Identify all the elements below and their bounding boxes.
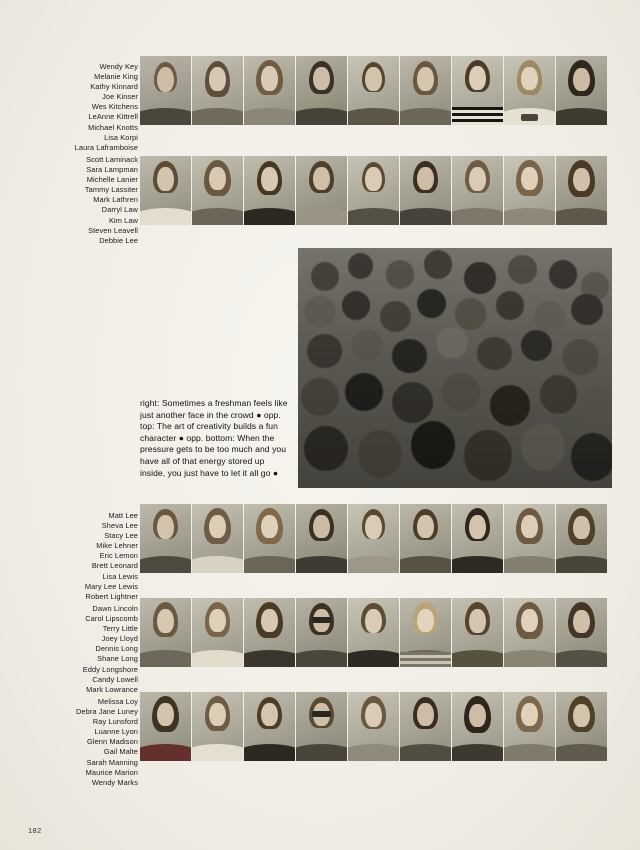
student-name: Joey Lloyd <box>101 634 138 644</box>
student-portrait <box>296 56 347 125</box>
student-name: LeAnne Kittrell <box>88 112 138 122</box>
student-name: Michelle Lanier <box>86 175 138 185</box>
student-portrait <box>192 598 243 667</box>
student-name: Ray Lunsford <box>92 717 138 727</box>
student-name: Darryl Law <box>101 205 138 215</box>
student-portrait <box>244 156 295 225</box>
portrait-row-2 <box>140 156 607 225</box>
student-name: Debbie Lee <box>99 235 138 245</box>
student-name: Brett Leonard <box>91 561 138 571</box>
student-portrait <box>140 598 191 667</box>
student-name: Eric Lemon <box>99 551 138 561</box>
student-portrait <box>140 504 191 573</box>
student-portrait <box>504 156 555 225</box>
student-portrait <box>140 156 191 225</box>
student-name: Melanie King <box>94 72 138 82</box>
student-name: Glenn Madison <box>86 737 138 747</box>
student-portrait <box>244 56 295 125</box>
student-name: Eddy Longshore <box>82 664 138 674</box>
student-portrait <box>140 692 191 761</box>
student-name: Mary Lee Lewis <box>84 581 138 591</box>
student-name: Laura Laframboise <box>74 142 138 152</box>
student-portrait <box>192 156 243 225</box>
student-portrait <box>400 692 451 761</box>
student-name: Shane Long <box>97 654 138 664</box>
student-name: Robert Lightner <box>85 591 138 601</box>
student-portrait <box>504 56 555 125</box>
student-name: Mark Lowrance <box>86 684 138 694</box>
name-block-3 <box>20 511 138 602</box>
student-name: Stacy Lee <box>104 531 138 541</box>
student-portrait <box>452 598 503 667</box>
student-name: Lisa Korpi <box>104 132 138 142</box>
name-block-4 <box>20 604 138 695</box>
student-portrait <box>556 692 607 761</box>
student-portrait <box>400 504 451 573</box>
student-portrait <box>452 692 503 761</box>
student-name: Candy Lowell <box>92 674 138 684</box>
student-portrait <box>400 56 451 125</box>
student-portrait <box>400 156 451 225</box>
page-number: 182 <box>28 826 42 835</box>
student-portrait <box>296 598 347 667</box>
student-portrait <box>296 692 347 761</box>
student-portrait <box>556 56 607 125</box>
student-portrait <box>348 692 399 761</box>
student-portrait <box>556 598 607 667</box>
student-portrait <box>504 692 555 761</box>
student-portrait <box>244 504 295 573</box>
student-name: Matt Lee <box>108 511 138 520</box>
student-name: Luanne Lyon <box>94 727 138 737</box>
student-portrait <box>296 156 347 225</box>
student-name: Carol Lipscomb <box>85 614 138 624</box>
student-portrait <box>192 692 243 761</box>
portrait-row-3 <box>140 504 607 573</box>
student-portrait <box>400 598 451 667</box>
crowd-photo <box>298 248 612 488</box>
student-portrait <box>452 156 503 225</box>
student-name: Melissa Loy <box>97 697 138 706</box>
student-name: Michael Knotts <box>88 122 138 132</box>
student-name: Mark Lathren <box>93 195 138 205</box>
student-name: Mike Lehner <box>96 541 138 551</box>
student-portrait <box>140 56 191 125</box>
student-portrait <box>504 598 555 667</box>
student-name: Sarah Manning <box>86 757 138 767</box>
portrait-row-4 <box>140 598 607 667</box>
portrait-row-5 <box>140 692 607 761</box>
student-name: Maurice Marion <box>85 767 138 777</box>
photo-caption: right: Sometimes a freshman feels like just another face in the crowd ● opp. top: The art of creativity builds a fun character ● opp. bottom: When the pressure gets to be too much and you have all of that energy stored up inside, you just have to let it all go ● <box>140 398 288 478</box>
student-portrait <box>348 598 399 667</box>
student-name: Tammy Lassiter <box>84 185 138 195</box>
student-name: Sara Lampman <box>86 165 138 175</box>
student-portrait <box>556 156 607 225</box>
student-portrait <box>504 504 555 573</box>
name-block-5 <box>20 697 138 788</box>
student-name: Terry Little <box>102 624 138 634</box>
student-portrait <box>556 504 607 573</box>
student-name: Kim Law <box>108 215 138 225</box>
student-portrait <box>296 504 347 573</box>
student-portrait <box>348 56 399 125</box>
student-name: Scott Laminack <box>86 155 138 164</box>
student-name: Debra Jane Luney <box>76 707 138 717</box>
student-name: Wendy Key <box>99 62 138 71</box>
student-name: Lisa Lewis <box>102 571 138 581</box>
student-portrait <box>192 56 243 125</box>
student-name: Wes Kitchens <box>91 102 138 112</box>
student-name: Gail Malte <box>103 747 138 757</box>
student-name: Dennis Long <box>95 644 138 654</box>
student-name: Steven Leavell <box>88 225 138 235</box>
student-portrait <box>452 56 503 125</box>
student-portrait <box>244 692 295 761</box>
name-block-1 <box>20 62 138 153</box>
student-name: Kathy Kinnard <box>90 82 138 92</box>
student-portrait <box>348 156 399 225</box>
student-portrait <box>244 598 295 667</box>
student-portrait <box>452 504 503 573</box>
student-portrait <box>192 504 243 573</box>
student-name: Sheva Lee <box>101 521 138 531</box>
student-name: Dawn Lincoln <box>92 604 138 613</box>
student-portrait <box>348 504 399 573</box>
student-name: Joe Kinser <box>102 92 138 102</box>
name-block-2 <box>20 155 138 246</box>
portrait-row-1 <box>140 56 607 125</box>
student-name: Wendy Marks <box>91 777 138 787</box>
